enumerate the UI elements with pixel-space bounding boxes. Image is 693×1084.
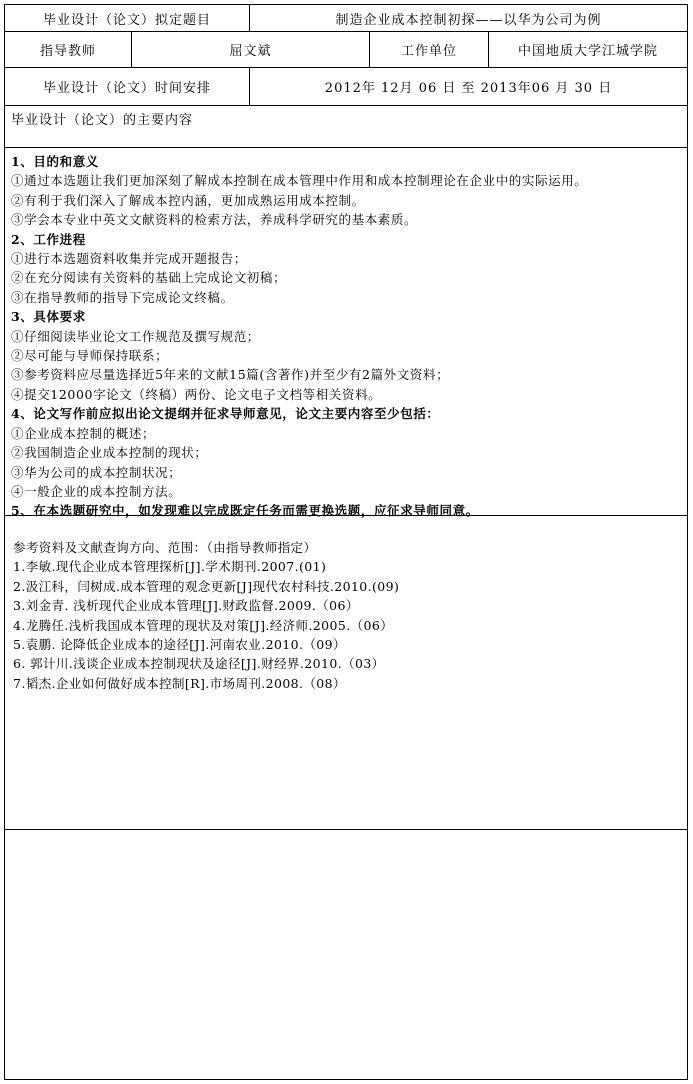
- schedule-value: 2012年 12月 06 日 至 2013年06 月 30 日: [249, 68, 687, 105]
- reference-item: 6. 郭计川.浅谈企业成本控制现状及途径[J].财经界.2010.（03）: [13, 656, 385, 672]
- advisor-row: [5, 32, 687, 68]
- references-list: [13, 557, 399, 693]
- main-content-heading-row: [5, 106, 687, 148]
- content-line: ①企业成本控制的概述；: [11, 425, 156, 441]
- content-line: ③参考资料应尽量选择近5年来的文献15篇(含著作)并至少有2篇外文资料；: [11, 367, 450, 383]
- topic-value: 制造企业成本控制初探——以华为公司为例: [249, 5, 687, 31]
- advisor-label: 指导教师: [39, 44, 96, 59]
- references-block: [13, 538, 399, 693]
- content-line: ①仔细阅读毕业论文工作规范及撰写规范；: [11, 328, 260, 344]
- reference-item: 4.龙腾任.浅析我国成本管理的现状及对策[J].经济师.2005.（06）: [13, 617, 394, 633]
- reference-item: 5.袁鹏. 论降低企业成本的途径[J].河南农业.2010.（09）: [13, 637, 346, 653]
- references-row: [5, 516, 687, 830]
- content-line: ②有利于我们深入了解成本控内涵，更加成熟运用成本控制。: [11, 192, 365, 208]
- content-line: ②我国制造企业成本控制的现状；: [11, 445, 208, 461]
- content-line: ①进行本选题资料收集并完成开题报告；: [11, 251, 247, 267]
- content-line: ②在充分阅读有关资料的基础上完成论文初稿；: [11, 270, 287, 286]
- section-heading: 5、在本选题研究中，如发现难以完成既定任务而需更换选题，应征求导师同意。: [11, 503, 479, 519]
- section-heading: 2、工作进程: [11, 231, 86, 247]
- main-content-heading: 毕业设计（论文）的主要内容: [11, 113, 194, 128]
- topic-row: [5, 5, 687, 32]
- reference-item: 7.韬杰.企业如何做好成本控制[R].市场周刊.2008.（08）: [13, 675, 346, 691]
- content-line: ②尽可能与导师保持联系；: [11, 348, 169, 364]
- main-content-body: [11, 152, 587, 521]
- topic-label: 毕业设计（论文）拟定题目: [42, 12, 211, 28]
- advisor-value: 屈文斌: [131, 32, 369, 67]
- section-heading: 3、具体要求: [11, 309, 86, 325]
- main-content-row: [5, 148, 687, 519]
- content-line: ①通过本选题让我们更加深刻了解成本控制在成本管理中作用和成本控制理论在企业中的实际运用。: [11, 173, 588, 189]
- reference-item: 1.李敏.现代企业成本管理探析[J].学术期刊.2007.(01): [13, 559, 327, 575]
- blank-row: [5, 830, 687, 1079]
- section-heading: 1、目的和意义: [11, 154, 99, 169]
- schedule-label: 毕业设计（论文）时间安排: [42, 81, 211, 96]
- content-line: ③学会本专业中英文文献资料的检索方法，养成科学研究的基本素质。: [11, 212, 418, 228]
- unit-label: 工作单位: [369, 32, 488, 67]
- section-heading: 4、论文写作前应拟出论文提纲并征求导师意见，论文主要内容至少包括：: [11, 406, 440, 422]
- schedule-row: [5, 68, 687, 106]
- reference-item: 3.刘金青. 浅析现代企业成本管理[J].财政监督.2009.（06）: [13, 598, 359, 614]
- references-heading: 参考资料及文献查询方向、范围：（由指导教师指定）: [13, 540, 317, 555]
- content-line: ③在指导教师的指导下完成论文终稿。: [11, 289, 234, 305]
- reference-item: 2.汲江科，闫树成.成本管理的观念更新[J]现代农村科技.2010.(09): [13, 578, 400, 594]
- content-line: ④一般企业的成本控制方法。: [11, 483, 182, 499]
- content-line: ④提交12000字论文（终稿）两份、论文电子文档等相关资料。: [11, 386, 382, 402]
- form-table: [4, 4, 688, 1080]
- content-line: ③华为公司的成本控制状况；: [11, 464, 182, 480]
- unit-value: 中国地质大学江城学院: [488, 32, 687, 67]
